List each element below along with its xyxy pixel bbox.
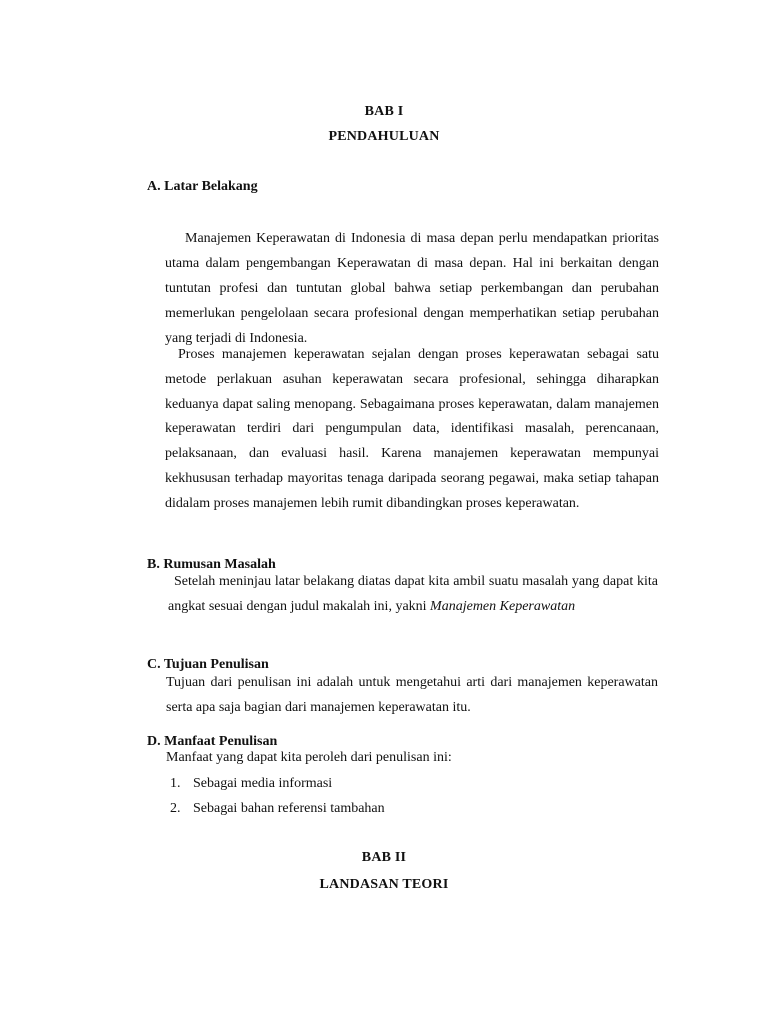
list-item bbox=[170, 796, 385, 821]
paragraph-rumusan-masalah bbox=[168, 570, 658, 620]
list-item-number: 1. bbox=[170, 776, 181, 791]
list-item-text: Sebagai media informasi bbox=[193, 776, 333, 791]
section-title-tujuan-penulisan: C. Tujuan Penulisan bbox=[147, 657, 269, 672]
paragraph-tujuan-penulisan: Tujuan dari penulisan ini adalah untuk mengetahui arti dari manajemen keperawatan serta apa saja bagian dari manajemen keperawatan itu. bbox=[166, 675, 658, 715]
list-item-number: 2. bbox=[170, 801, 181, 816]
list-item bbox=[170, 771, 385, 796]
paragraph-latar-belakang-2: Proses manajemen keperawatan sejalan dengan proses keperawatan sebagai satu metode perlakuan asuhan keperawatan secara profesional, sehingga diharapkan keduanya dapat saling menopang. Sebagaimana proses keperawatan, dalam manajemen keperawatan terdiri dari pengumpulan data, identifikasi masalah, perencanaan, pelaksanaan, dan evaluasi hasil. Karena manajemen keperawatan mempunyai kekhususan terhadap mayoritas tenaga daripada seorang pegawai, maka setiap tahapan didalam proses manajemen lebih rumit dibandingkan proses keperawatan. bbox=[165, 347, 659, 511]
section-title-latar-belakang: A. Latar Belakang bbox=[147, 179, 258, 194]
rumusan-masalah-italic: Manajemen Keperawatan bbox=[430, 598, 576, 614]
chapter-2-title: LANDASAN TEORI bbox=[319, 877, 449, 892]
list-item-text: Sebagai bahan referensi tambahan bbox=[193, 801, 385, 816]
chapter-label: BAB I bbox=[364, 104, 404, 119]
paragraph-latar-belakang-1: Manajemen Keperawatan di Indonesia di masa depan perlu mendapatkan prioritas utama dalam pengembangan Keperawatan di masa depan. Hal ini berkaitan dengan tuntutan profesi dan tuntutan global bahwa setiap perkembangan dan perubahan memerlukan pengelolaan secara profesional dengan memperhatikan setiap perubahan yang terjadi di Indonesia. bbox=[165, 231, 659, 346]
chapter-2-label: BAB II bbox=[361, 850, 407, 865]
section-title-manfaat-penulisan: D. Manfaat Penulisan bbox=[147, 734, 278, 749]
section-title-rumusan-masalah: B. Rumusan Masalah bbox=[147, 557, 276, 572]
rumusan-masalah-text: Setelah meninjau latar belakang diatas dapat kita ambil suatu masalah yang dapat kita angkat sesuai dengan judul makalah ini, yakni bbox=[168, 574, 658, 614]
chapter-title: PENDAHULUAN bbox=[328, 129, 440, 144]
paragraph-manfaat-intro: Manfaat yang dapat kita peroleh dari penulisan ini: bbox=[166, 750, 452, 765]
manfaat-list bbox=[170, 771, 385, 821]
